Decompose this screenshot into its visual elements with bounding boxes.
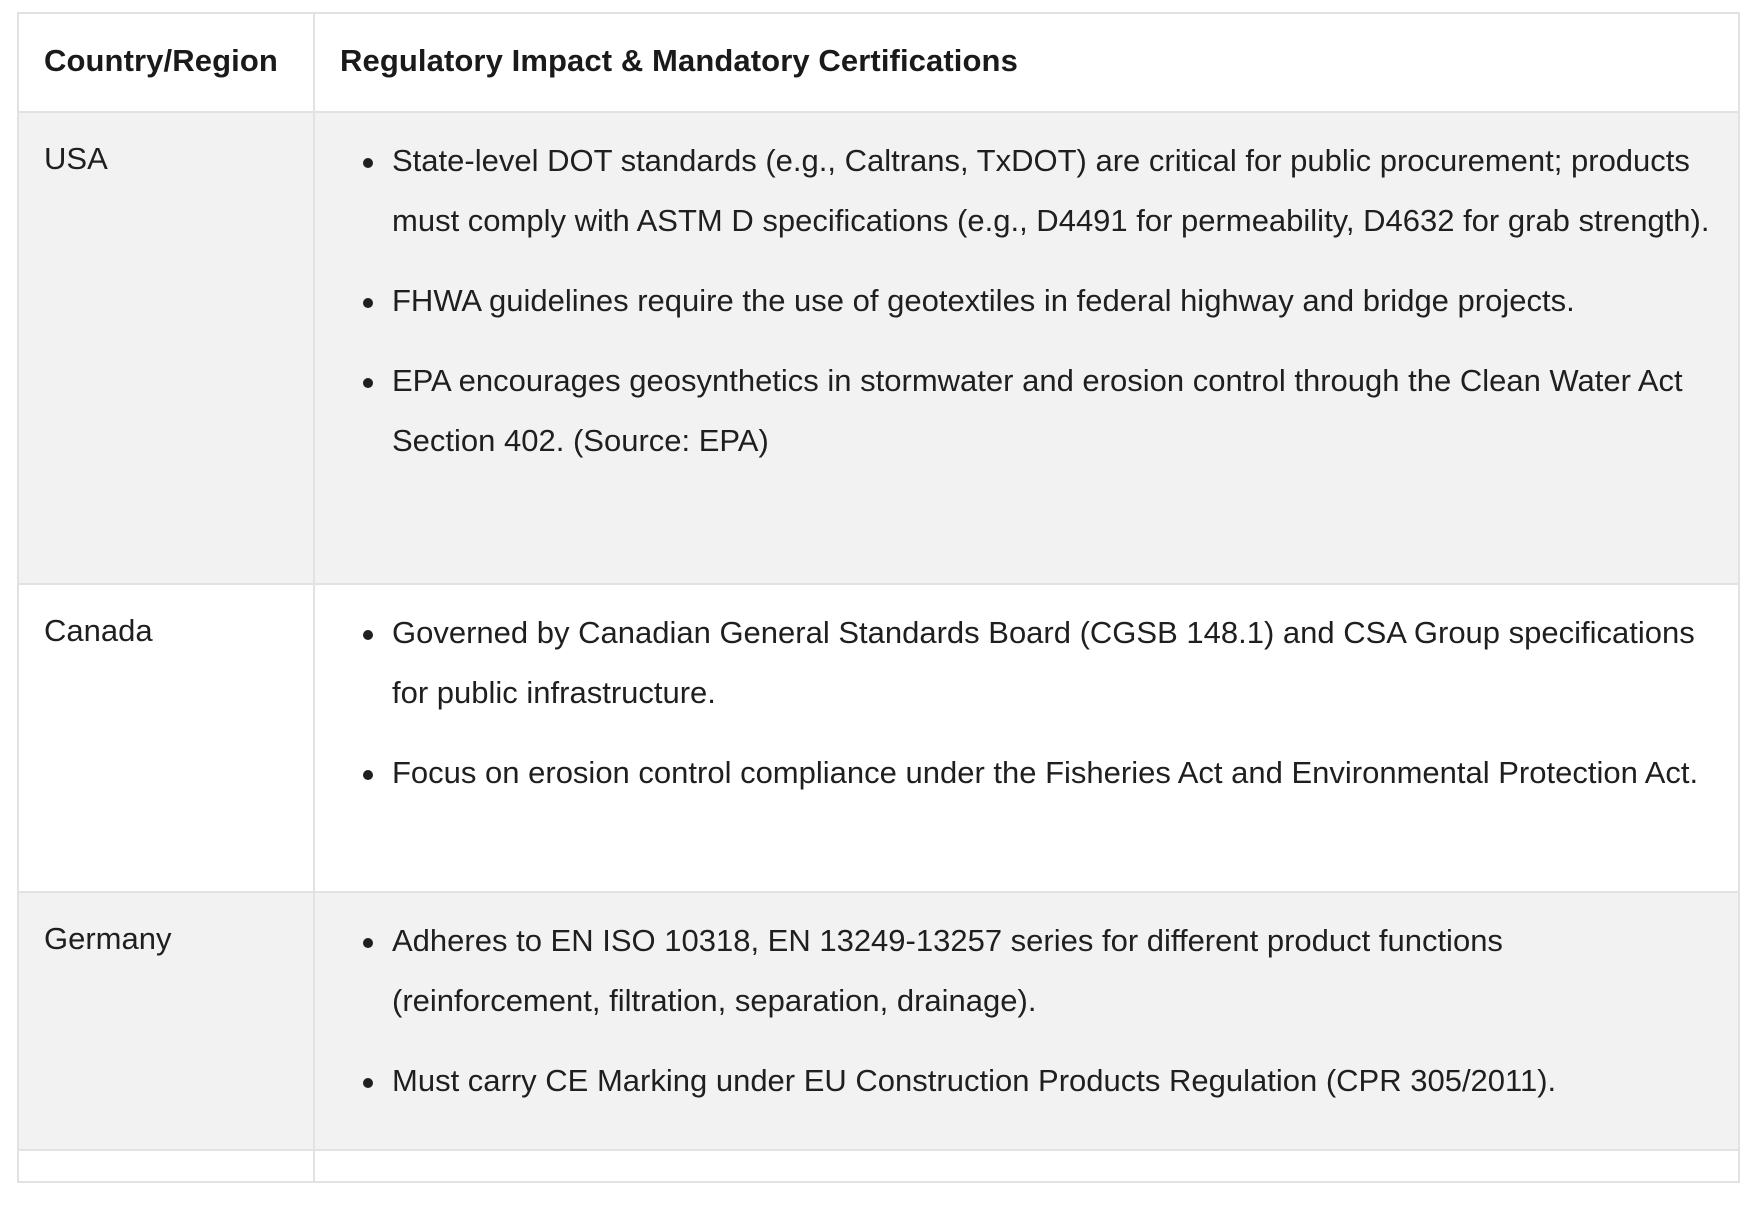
- table-row-partial: [18, 1150, 1739, 1182]
- impact-cell-germany: [314, 892, 1739, 1150]
- list-item: [392, 131, 1713, 251]
- list-item-text: Governed by Canadian General Standards Board (CGSB 148.1) and CSA Group specifications for public infrastructure.: [392, 615, 1695, 710]
- bullet-icon: [363, 298, 373, 308]
- list-item: [392, 603, 1713, 723]
- country-cell-germany: Germany: [18, 892, 314, 1150]
- list-item-text: Focus on erosion control compliance under the Fisheries Act and Environmental Protection Act.: [392, 755, 1699, 790]
- impact-list-canada: [340, 603, 1713, 803]
- list-item: [392, 1051, 1713, 1111]
- bullet-icon: [363, 1078, 373, 1088]
- list-item: [392, 743, 1713, 803]
- impact-list-usa: [340, 131, 1713, 471]
- list-item-text: Adheres to EN ISO 10318, EN 13249-13257 series for different product functions (reinforcement, filtration, separation, drainage).: [392, 923, 1503, 1018]
- bullet-icon: [363, 938, 373, 948]
- list-item: [392, 911, 1713, 1031]
- table-row-canada: [18, 584, 1739, 892]
- bullet-icon: [363, 770, 373, 780]
- list-item-text: EPA encourages geosynthetics in stormwater and erosion control through the Clean Water Act Section 402. (Source: EPA): [392, 363, 1683, 458]
- list-item-text: Must carry CE Marking under EU Construction Products Regulation (CPR 305/2011).: [392, 1063, 1557, 1098]
- list-item: [392, 351, 1713, 471]
- country-cell-canada: Canada: [18, 584, 314, 892]
- bullet-icon: [363, 158, 373, 168]
- regulatory-table: [17, 12, 1740, 1183]
- country-cell-usa: USA: [18, 112, 314, 584]
- header-impact: Regulatory Impact & Mandatory Certifications: [314, 13, 1739, 112]
- list-item-text: State-level DOT standards (e.g., Caltrans, TxDOT) are critical for public procurement; products must comply with ASTM D specifications (e.g., D4491 for permeability, D4632 for grab strength).: [392, 143, 1710, 238]
- list-item: [392, 271, 1713, 331]
- impact-cell-usa: [314, 112, 1739, 584]
- table-row-germany: [18, 892, 1739, 1150]
- impact-cell-canada: [314, 584, 1739, 892]
- bullet-icon: [363, 630, 373, 640]
- partial-cell: [18, 1150, 314, 1182]
- list-item-text: FHWA guidelines require the use of geotextiles in federal highway and bridge projects.: [392, 283, 1575, 318]
- partial-cell: [314, 1150, 1739, 1182]
- impact-list-germany: [340, 911, 1713, 1111]
- table-row-usa: [18, 112, 1739, 584]
- bullet-icon: [363, 378, 373, 388]
- regulatory-table-container: [17, 12, 1738, 1183]
- table-header-row: [18, 13, 1739, 112]
- header-country: Country/Region: [18, 13, 314, 112]
